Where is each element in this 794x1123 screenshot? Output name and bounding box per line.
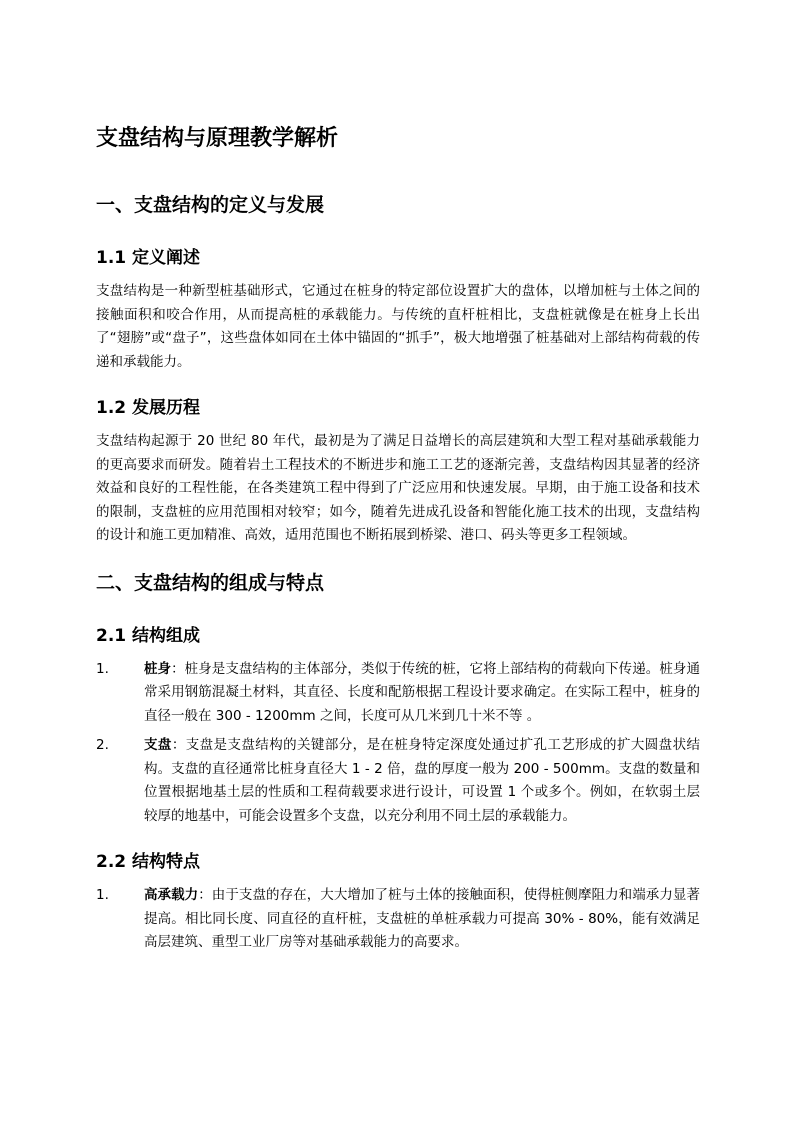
list-item-text: ：由于支盘的存在，大大增加了桩与土体的接触面积，使得桩侧摩阻力和端承力显著提高。相比同长度、同直径的直杆桩，支盘桩的单桩承载力可提高 30% - 80%，能有效满足高层建筑、重型工业厂房等对基础承载能力的高要求。 bbox=[144, 887, 700, 950]
section-1-heading: 一、支盘结构的定义与发展 bbox=[96, 194, 325, 216]
subsection-1-2-heading: 1.2 发展历程 bbox=[96, 398, 201, 418]
subsection-1-2-paragraph: 支盘结构起源于 20 世纪 80 年代，最初是为了满足日益增长的高层建筑和大型工程对基础承载能力的更高要求而研发。随着岩土工程技术的不断进步和施工工艺的逐渐完善，支盘结构因其显著的经济效益和良好的工程性能，在各类建筑工程中得到了广泛应用和快速发展。早期，由于施工设备和技术的限制，支盘桩的应用范围相对较窄；如今，随着先进成孔设备和智能化施工技术的出现，支盘结构的设计和施工更加精准、高效，适用范围也不断拓展到桥梁、港口、码头等更多工程领域。 bbox=[96, 433, 700, 543]
structure-composition-list bbox=[96, 658, 700, 829]
list-item-number: 1. bbox=[96, 887, 109, 903]
list-item-text: ：桩身是支盘结构的主体部分，类似于传统的桩，它将上部结构的荷载向下传递。桩身通常采用钢筋混凝土材料，其直径、长度和配筋根据工程设计要求确定。在实际工程中，桩身的直径一般在 300 - 1200mm 之间，长度可从几米到几十米不等 。 bbox=[144, 660, 700, 724]
subsection-1-1-paragraph: 支盘结构是一种新型桩基础形式，它通过在桩身的特定部位设置扩大的盘体，以增加桩与土体之间的接触面积和咬合作用，从而提高桩的承载能力。与传统的直杆桩相比，支盘桩就像是在桩身上长出了“翅膀”或“盘子”，这些盘体如同在土体中锚固的“抓手”，极大地增强了桩基础对上部结构荷载的传递和承载能力。 bbox=[96, 283, 700, 370]
list-item-term: 支盘 bbox=[144, 737, 172, 753]
subsection-2-2-heading: 2.2 结构特点 bbox=[96, 852, 201, 872]
list-item bbox=[96, 884, 700, 955]
list-item bbox=[96, 734, 700, 828]
list-item-number: 2. bbox=[96, 737, 109, 753]
section-2-heading: 二、支盘结构的组成与特点 bbox=[96, 571, 325, 594]
subsection-1-1-heading: 1.1 定义阐述 bbox=[96, 248, 201, 268]
list-item-term: 桩身 bbox=[144, 660, 172, 677]
list-item-term: 高承载力 bbox=[144, 887, 199, 903]
document-title: 支盘结构与原理教学解析 bbox=[96, 126, 339, 151]
list-item bbox=[96, 658, 700, 729]
list-item-text: ：支盘是支盘结构的关键部分，是在桩身特定深度处通过扩孔工艺形成的扩大圆盘状结构。支盘的直径通常比桩身直径大 1 - 2 倍，盘的厚度一般为 200 - 500mm。支盘的数量和位置根据地基土层的性质和工程荷载要求进行设计，可设置 1 个或多个。例如，在软弱土层较厚的地基中，可能会设置多个支盘，以充分利用不同土层的承载能力。 bbox=[144, 737, 701, 824]
subsection-2-1-heading: 2.1 结构组成 bbox=[96, 625, 201, 646]
structure-features-list bbox=[96, 884, 700, 955]
list-item-number: 1. bbox=[96, 660, 109, 677]
